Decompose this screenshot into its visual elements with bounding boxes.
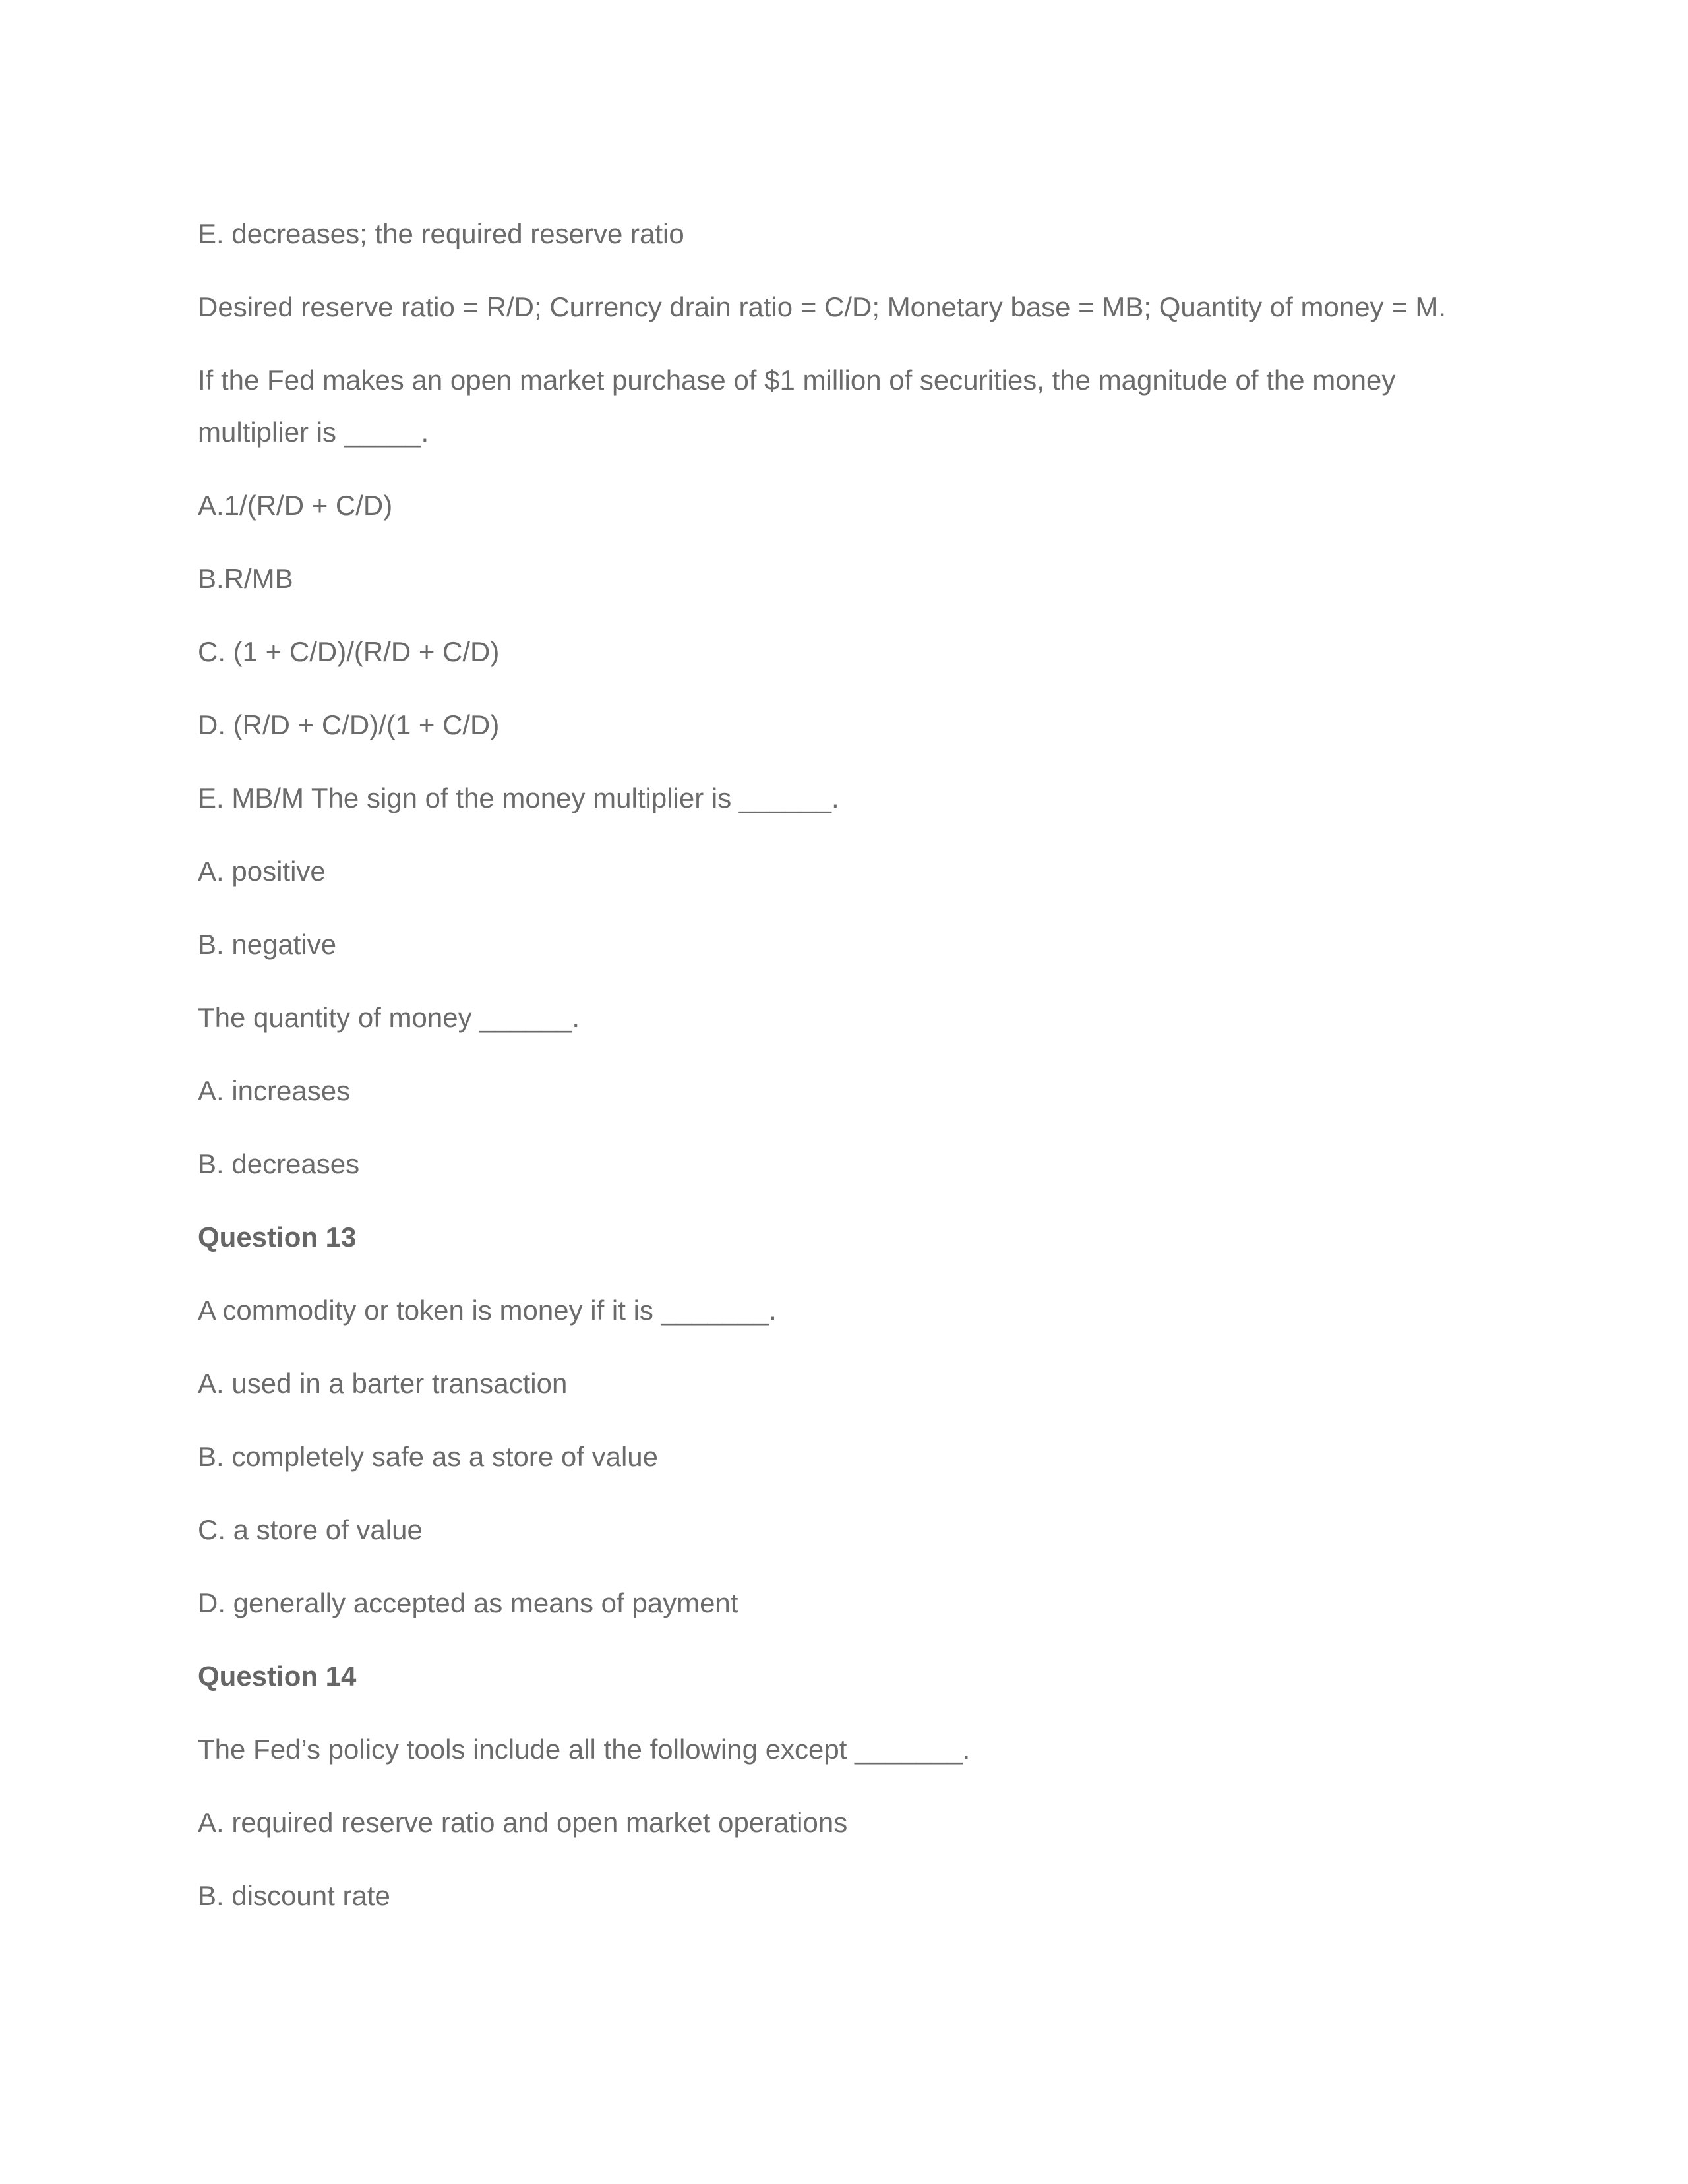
question-heading: Question 14 [198, 1661, 357, 1692]
question-text: The quantity of money ______. [198, 1002, 580, 1033]
answer-option-e: E. decreases; the required reserve ratio [198, 218, 684, 249]
answer-option-b: B. discount rate [198, 1880, 390, 1911]
question-text: The Fed’s policy tools include all the following except _______. [198, 1734, 971, 1765]
answer-option-b: B.R/MB [198, 563, 293, 594]
answer-option-b: B. completely safe as a store of value [198, 1441, 659, 1472]
question-text: A commodity or token is money if it is _______. [198, 1295, 777, 1326]
answer-option-d: D. generally accepted as means of payment [198, 1587, 738, 1618]
answer-option-a: A. increases [198, 1075, 351, 1106]
answer-option-a: A. positive [198, 856, 326, 887]
answer-option-d: D. (R/D + C/D)/(1 + C/D) [198, 709, 500, 740]
definitions-line: Desired reserve ratio = R/D; Currency drain ratio = C/D; Monetary base = MB; Quantity of money = M. [198, 291, 1447, 322]
answer-option-a: A.1/(R/D + C/D) [198, 490, 393, 521]
answer-option-c: C. a store of value [198, 1514, 423, 1545]
answer-option-e-and-question: E. MB/M The sign of the money multiplier is ______. [198, 782, 839, 813]
answer-option-b: B. negative [198, 929, 337, 960]
answer-option-b: B. decreases [198, 1148, 360, 1179]
answer-option-a: A. required reserve ratio and open market operations [198, 1807, 848, 1838]
answer-option-a: A. used in a barter transaction [198, 1368, 568, 1399]
answer-option-c: C. (1 + C/D)/(R/D + C/D) [198, 636, 500, 667]
question-heading: Question 13 [198, 1222, 357, 1253]
question-text-line-1: If the Fed makes an open market purchase of $1 million of securities, the magnitude of the money [198, 365, 1396, 396]
question-text-line-2: multiplier is _____. [198, 417, 429, 448]
